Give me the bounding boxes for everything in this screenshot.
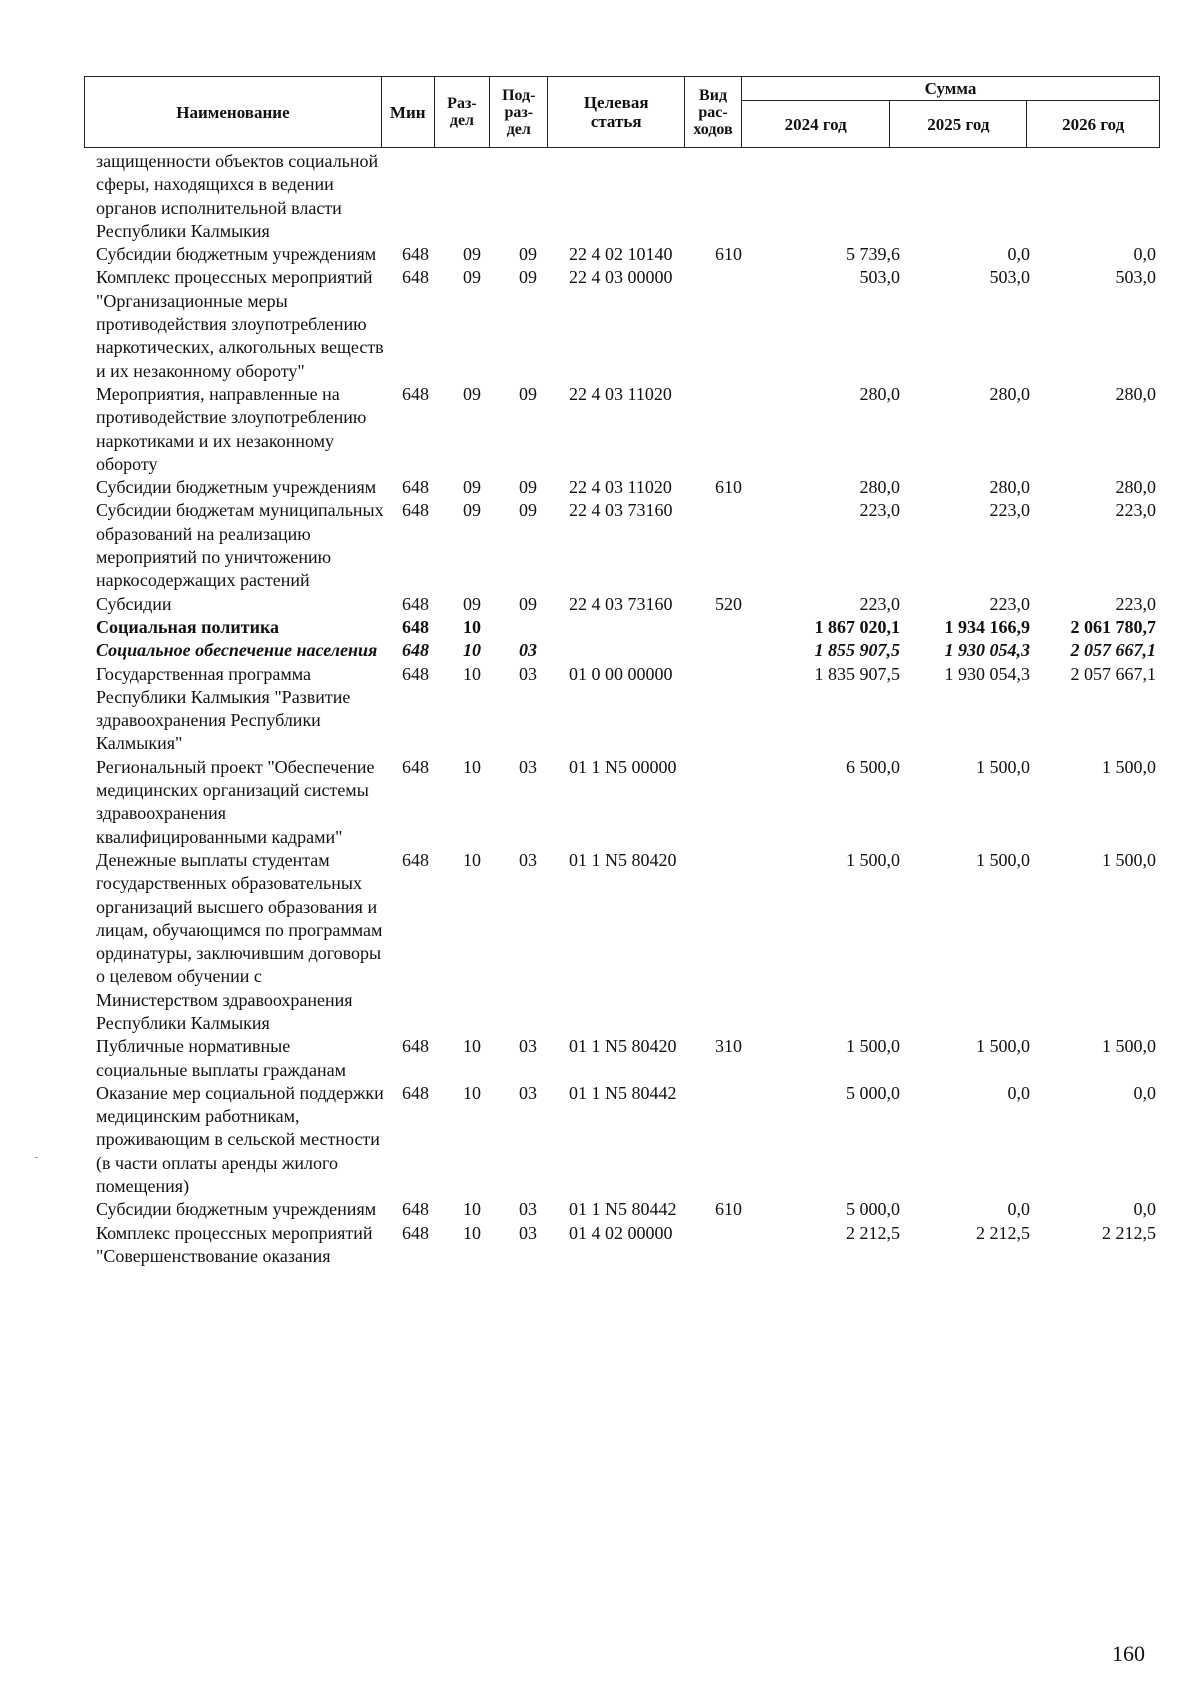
cell-podrazdel: 03 bbox=[519, 849, 537, 870]
cell-sum-2024: 5 000,0 bbox=[846, 1199, 900, 1220]
cell-sum-2025: 280,0 bbox=[989, 383, 1030, 404]
cell-sum-2025: 1 500,0 bbox=[976, 756, 1030, 777]
header-razdel: Раз- дел bbox=[434, 77, 490, 148]
table-row bbox=[0, 243, 1200, 266]
cell-sum-2025: 1 934 166,9 bbox=[944, 616, 1030, 637]
cell-sum-2026: 0,0 bbox=[1133, 244, 1156, 265]
cell-sum-2026: 0,0 bbox=[1133, 1082, 1156, 1103]
table-row bbox=[0, 1035, 1200, 1082]
cell-vid: 610 bbox=[715, 1199, 742, 1220]
cell-razdel: 10 bbox=[463, 1082, 481, 1103]
cell-razdel: 09 bbox=[463, 500, 481, 521]
cell-sum-2025: 0,0 bbox=[1007, 1082, 1030, 1103]
cell-sum-2025: 1 930 054,3 bbox=[944, 640, 1030, 661]
cell-podrazdel: 09 bbox=[519, 244, 537, 265]
cell-name: Социальная политика bbox=[96, 616, 280, 637]
cell-celevaya: 01 0 00 00000 bbox=[569, 663, 673, 684]
cell-celevaya: 22 4 03 11020 bbox=[569, 477, 672, 498]
cell-celevaya: 01 1 N5 00000 bbox=[569, 756, 677, 777]
cell-podrazdel: 09 bbox=[519, 593, 537, 614]
cell-sum-2026: 223,0 bbox=[1115, 593, 1156, 614]
cell-sum-2024: 1 500,0 bbox=[846, 1036, 900, 1057]
cell-name: Субсидии бюджетным учреждениям bbox=[96, 244, 377, 265]
cell-sum-2025: 1 500,0 bbox=[976, 849, 1030, 870]
cell-razdel: 10 bbox=[463, 849, 481, 870]
cell-razdel: 10 bbox=[463, 640, 481, 661]
cell-sum-2024: 6 500,0 bbox=[846, 756, 900, 777]
cell-celevaya: 01 1 N5 80442 bbox=[569, 1199, 677, 1220]
table-row bbox=[0, 499, 1200, 592]
cell-name: Субсидии бюджетным учреждениям bbox=[96, 1199, 377, 1220]
cell-sum-2026: 2 057 667,1 bbox=[1070, 663, 1156, 684]
cell-podrazdel: 03 bbox=[519, 756, 537, 777]
cell-min: 648 bbox=[402, 756, 429, 777]
cell-min: 648 bbox=[402, 267, 429, 288]
cell-sum-2026: 2 057 667,1 bbox=[1070, 640, 1156, 661]
cell-sum-2026: 2 061 780,7 bbox=[1070, 616, 1156, 637]
cell-podrazdel: 03 bbox=[519, 1199, 537, 1220]
cell-vid: 520 bbox=[715, 593, 742, 614]
table-row bbox=[0, 593, 1200, 616]
cell-sum-2024: 2 212,5 bbox=[846, 1222, 900, 1243]
cell-sum-2026: 223,0 bbox=[1115, 500, 1156, 521]
cell-sum-2024: 223,0 bbox=[859, 593, 900, 614]
cell-vid: 610 bbox=[715, 244, 742, 265]
cell-min: 648 bbox=[402, 849, 429, 870]
cell-razdel: 09 bbox=[463, 267, 481, 288]
cell-name: Денежные выплаты студентам государственных образовательных организаций высшего образования и лицам, обучающимся по программам ординатуры, заключившим договоры о целевом обучении с Министерством здравоохранения Республики Калмыкия bbox=[96, 849, 383, 1033]
table-row bbox=[0, 1222, 1200, 1269]
cell-celevaya: 01 4 02 00000 bbox=[569, 1222, 673, 1243]
cell-min: 648 bbox=[402, 640, 429, 661]
cell-min: 648 bbox=[402, 663, 429, 684]
cell-razdel: 09 bbox=[463, 383, 481, 404]
cell-sum-2026: 1 500,0 bbox=[1102, 1036, 1156, 1057]
cell-sum-2026: 280,0 bbox=[1115, 477, 1156, 498]
header-year-2026: 2026 год bbox=[1027, 101, 1160, 148]
cell-min: 648 bbox=[402, 616, 429, 637]
cell-min: 648 bbox=[402, 1222, 429, 1243]
cell-celevaya: 01 1 N5 80420 bbox=[569, 849, 677, 870]
cell-podrazdel: 03 bbox=[519, 663, 537, 684]
cell-min: 648 bbox=[402, 1199, 429, 1220]
cell-celevaya: 22 4 03 11020 bbox=[569, 383, 672, 404]
cell-name: Мероприятия, направленные на противодействие злоупотреблению наркотиками и их незаконному обороту bbox=[96, 383, 367, 474]
cell-vid: 610 bbox=[715, 477, 742, 498]
cell-sum-2026: 503,0 bbox=[1115, 267, 1156, 288]
cell-min: 648 bbox=[402, 244, 429, 265]
cell-sum-2024: 280,0 bbox=[859, 383, 900, 404]
table-row bbox=[0, 383, 1200, 476]
page-number: 160 bbox=[1112, 1641, 1145, 1666]
cell-podrazdel: 09 bbox=[519, 477, 537, 498]
cell-sum-2026: 1 500,0 bbox=[1102, 849, 1156, 870]
cell-podrazdel: 03 bbox=[519, 1036, 537, 1057]
cell-name: Оказание мер социальной поддержки медицинским работникам, проживающим в сельской местности (в части оплаты аренды жилого помещения) bbox=[96, 1082, 384, 1197]
cell-celevaya: 22 4 03 73160 bbox=[569, 593, 673, 614]
table-row bbox=[0, 756, 1200, 849]
cell-podrazdel: 03 bbox=[519, 1222, 537, 1243]
cell-podrazdel: 09 bbox=[519, 267, 537, 288]
header-min: Мин bbox=[381, 77, 434, 148]
cell-sum-2024: 1 855 907,5 bbox=[814, 640, 900, 661]
table-row bbox=[0, 663, 1200, 756]
table-row bbox=[0, 476, 1200, 499]
cell-min: 648 bbox=[402, 1082, 429, 1103]
table-row bbox=[0, 849, 1200, 1035]
cell-razdel: 10 bbox=[463, 1036, 481, 1057]
cell-razdel: 10 bbox=[463, 616, 481, 637]
header-celevaya: Целевая статья bbox=[548, 77, 685, 148]
cell-razdel: 09 bbox=[463, 593, 481, 614]
cell-sum-2026: 0,0 bbox=[1133, 1199, 1156, 1220]
cell-sum-2024: 1 500,0 bbox=[846, 849, 900, 870]
cell-sum-2024: 503,0 bbox=[859, 267, 900, 288]
cell-sum-2024: 1 867 020,1 bbox=[814, 616, 900, 637]
cell-celevaya: 22 4 03 73160 bbox=[569, 500, 673, 521]
cell-name: Комплекс процессных мероприятий "Организационные меры противодействия злоупотреблению наркотических, алкогольных веществ и их незаконному обороту" bbox=[96, 267, 384, 381]
cell-sum-2026: 280,0 bbox=[1115, 383, 1156, 404]
cell-razdel: 10 bbox=[463, 1199, 481, 1220]
cell-sum-2025: 1 930 054,3 bbox=[944, 663, 1030, 684]
cell-name: Публичные нормативные социальные выплаты гражданам bbox=[96, 1036, 346, 1080]
cell-razdel: 09 bbox=[463, 477, 481, 498]
table-row bbox=[0, 1082, 1200, 1198]
cell-name: Субсидии bbox=[96, 593, 172, 614]
cell-sum-2024: 280,0 bbox=[859, 477, 900, 498]
cell-name: Субсидии бюджетам муниципальных образований на реализацию мероприятий по уничтожению наркосодержащих растений bbox=[96, 500, 384, 591]
table-row bbox=[0, 1198, 1200, 1221]
cell-podrazdel: 03 bbox=[519, 640, 537, 661]
scan-mark bbox=[35, 1157, 38, 1158]
cell-name: Субсидии бюджетным учреждениям bbox=[96, 477, 377, 498]
cell-sum-2025: 223,0 bbox=[989, 500, 1030, 521]
cell-podrazdel: 03 bbox=[519, 1082, 537, 1103]
cell-sum-2024: 5 000,0 bbox=[846, 1082, 900, 1103]
cell-vid: 310 bbox=[715, 1036, 742, 1057]
cell-sum-2025: 0,0 bbox=[1007, 1199, 1030, 1220]
table-body bbox=[0, 150, 1200, 1268]
cell-celevaya: 22 4 02 10140 bbox=[569, 244, 673, 265]
cell-sum-2025: 1 500,0 bbox=[976, 1036, 1030, 1057]
cell-name: Региональный проект "Обеспечение медицинских организаций системы здравоохранения квалифицированными кадрами" bbox=[96, 756, 375, 847]
header-podrazdel: Под- раз- дел bbox=[490, 77, 548, 148]
header-vid: Вид рас- ходов bbox=[685, 77, 742, 148]
table-header bbox=[84, 76, 1160, 148]
table-row bbox=[0, 639, 1200, 662]
cell-min: 648 bbox=[402, 1036, 429, 1057]
cell-sum-2026: 2 212,5 bbox=[1102, 1222, 1156, 1243]
cell-sum-2025: 503,0 bbox=[989, 267, 1030, 288]
cell-razdel: 10 bbox=[463, 1222, 481, 1243]
table-row bbox=[0, 150, 1200, 243]
cell-sum-2026: 1 500,0 bbox=[1102, 756, 1156, 777]
cell-name: Комплекс процессных мероприятий "Совершенствование оказания bbox=[96, 1222, 373, 1266]
cell-min: 648 bbox=[402, 593, 429, 614]
cell-celevaya: 01 1 N5 80420 bbox=[569, 1036, 677, 1057]
cell-min: 648 bbox=[402, 383, 429, 404]
header-year-2025: 2025 год bbox=[890, 101, 1027, 148]
cell-min: 648 bbox=[402, 500, 429, 521]
table-row bbox=[0, 266, 1200, 382]
cell-razdel: 10 bbox=[463, 756, 481, 777]
cell-podrazdel: 09 bbox=[519, 383, 537, 404]
cell-sum-2024: 5 739,6 bbox=[846, 244, 900, 265]
cell-sum-2025: 0,0 bbox=[1007, 244, 1030, 265]
cell-razdel: 10 bbox=[463, 663, 481, 684]
table-row bbox=[0, 616, 1200, 639]
cell-sum-2024: 223,0 bbox=[859, 500, 900, 521]
cell-celevaya: 22 4 03 00000 bbox=[569, 267, 673, 288]
header-summa: Сумма bbox=[741, 77, 1159, 101]
cell-min: 648 bbox=[402, 477, 429, 498]
header-name: Наименование bbox=[85, 77, 382, 148]
cell-celevaya: 01 1 N5 80442 bbox=[569, 1082, 677, 1103]
cell-name: защищенности объектов социальной сферы, находящихся в ведении органов исполнительной власти Республики Калмыкия bbox=[96, 151, 379, 241]
cell-sum-2025: 280,0 bbox=[989, 477, 1030, 498]
cell-podrazdel: 09 bbox=[519, 500, 537, 521]
cell-razdel: 09 bbox=[463, 244, 481, 265]
cell-name: Государственная программа Республики Калмыкия "Развитие здравоохранения Республики Калмыкия" bbox=[96, 663, 351, 754]
cell-sum-2025: 2 212,5 bbox=[976, 1222, 1030, 1243]
cell-sum-2025: 223,0 bbox=[989, 593, 1030, 614]
header-year-2024: 2024 год bbox=[741, 101, 889, 148]
cell-sum-2024: 1 835 907,5 bbox=[814, 663, 900, 684]
cell-name: Социальное обеспечение населения bbox=[96, 640, 378, 661]
